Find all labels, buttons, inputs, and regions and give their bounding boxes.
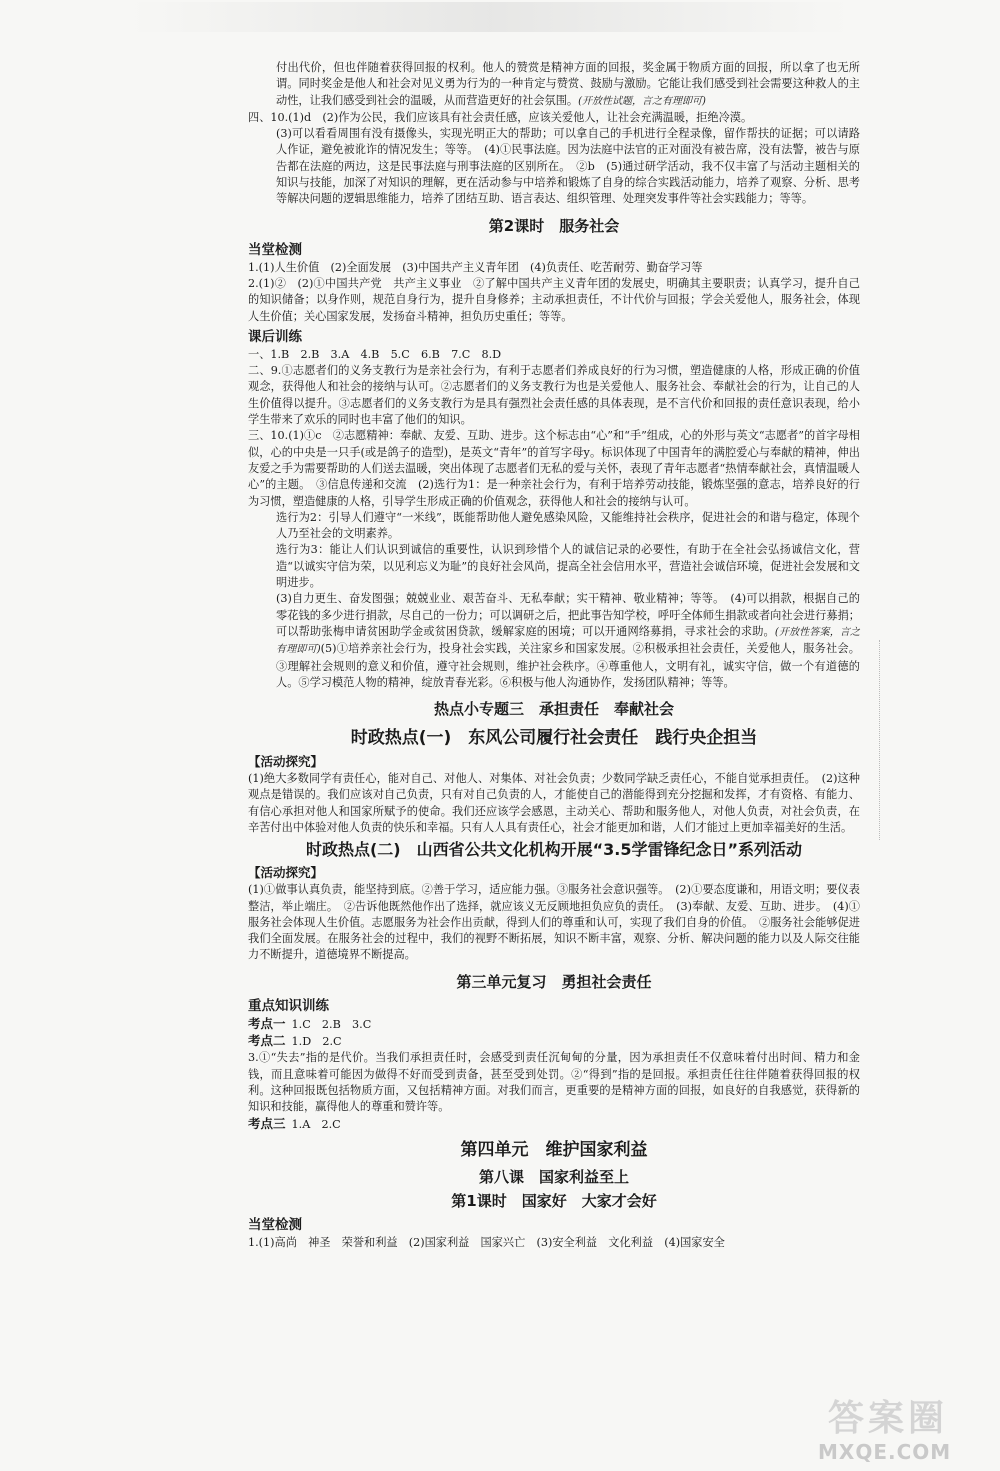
scan-header-noise <box>130 2 850 32</box>
paragraph: 二、9.①志愿者们的义务支教行为是亲社会行为，有利于志愿者们养成良好的行为习惯，塑造健康的人格，形成正确的价值观念，获得他人和社会的接纳与认可。②志愿者们的义务支教行为也是关爱他人、服务社会、奉献社会的行为，让自己的人生价值得以提升。③志愿者们的义务支教行为是具有强烈社会责任感的具体表现，是不言代价和回报的责任意识表现，给小学生带来了欢乐的同时也丰富了他们的知识。 <box>248 364 860 427</box>
unit-title: 第四单元 维护国家利益 <box>460 1139 648 1160</box>
watermark-url: MXQE.COM <box>818 1440 952 1464</box>
watermark <box>780 1390 990 1470</box>
key-point-row <box>248 1033 860 1050</box>
section-heading: 重点知识训练 <box>248 997 329 1014</box>
hot-topic-title: 时政热点(一) 东风公司履行社会责任 践行央企担当 <box>350 728 758 749</box>
lesson-title: 第八课 国家利益至上 <box>478 1167 629 1186</box>
watermark-logo: 答案圈 <box>828 1398 949 1439</box>
paragraph: 付出代价，但也伴随着获得回报的权利。他人的赞赏是精神方面的回报，奖金属于物质方面的回报，所以拿了也无所谓。同时奖金是他人和社会对见义勇为行为的一种肯定与赞赏、鼓励与激励。它能让我们感受到社会需要这种救人的主动性，让我们感受到社会的温暖，从而营造更好的社会氛围。(开放性试题，言之有理即可) <box>276 61 860 107</box>
key-point-answers: 1.C 2.B 3.C <box>291 1017 372 1031</box>
key-point-answers: 1.A 2.C <box>291 1117 341 1131</box>
section-heading: 当堂检测 <box>248 241 302 258</box>
key-point-label: 考点三 <box>248 1115 286 1131</box>
page-edge-mark <box>871 640 880 840</box>
answer-key-line: 一、1.B 2.B 3.A 4.B 5.C 6.B 7.C 8.D <box>248 347 502 361</box>
activity-heading: 【活动探究】 <box>248 754 324 770</box>
paragraph: 选行为3：能让人们认识到诚信的重要性，认识到珍惜个人的诚信记录的必要性，有助于在全社会弘扬诚信文化，营造“以诚实守信为荣，以见利忘义为耻”的良好社会风尚，提高全社会信用水平，营造社会诚信环境，促进社会发展和文明进步。 <box>276 543 860 590</box>
hot-topic-title: 时政热点(二) 山西省公共文化机构开展“3.5学雷锋纪念日”系列活动 <box>305 840 802 860</box>
unit-review-title: 第三单元复习 勇担社会责任 <box>456 972 652 991</box>
key-point-label: 考点二 <box>248 1033 286 1049</box>
paragraph: 2.(1)② (2)①中国共产党 共产主义事业 ②了解中国共产主义青年团的发展史，明确其主要职责；认真学习，提升自己的知识储备；以身作则，规范自身行为，提升自身修养；主动承担责任，不计代价与回报；学会关爱他人，服务社会，体现人生价值；关心国家发展，发扬奋斗精神，担负历史重任；等等。 <box>248 276 860 323</box>
key-point-row <box>248 1116 860 1133</box>
key-point-row <box>248 1016 860 1033</box>
paragraph: 选行为2：引导人们遵守“一米线”，既能帮助他人避免感染风险，又能维持社会秩序，促进社会的和谐与稳定，体现个人乃至社会的文明素养。 <box>276 510 860 541</box>
lesson-subtitle: 第1课时 国家好 大家才会好 <box>451 1191 657 1210</box>
open-answer-note: (开放性答案，言之有理即可) <box>276 626 860 656</box>
paragraph: (1)①做事认真负责，能坚持到底。②善于学习，适应能力强。③服务社会意识强等。 (2)①要态度谦和，用语文明；要仪表整洁，举止端庄。 ②告诉他既然他作出了选择，就应该义无反顾地担负应负的责任。 (3)奉献、友爱、互助、进步。 (4)①服务社会体现人生价值。志愿服务为社会作出贡献，得到人们的尊重和认可，实现了我们自身的价值。 ②服务社会能够促进我们全面发展。在服务社会的过程中，我们的视野不断拓展，知识不断丰富，观察、分析、解决问题的能力以及人际交往能力不断提升，道德境界不断提高。 <box>248 883 860 962</box>
paragraph: 1.(1)人生价值 (2)全面发展 (3)中国共产主义青年团 (4)负责任、吃苦耐劳、勤奋学习等 <box>248 260 703 274</box>
paragraph: 3.①“失去”指的是代价。当我们承担责任时，会感受到责任沉甸甸的分量，因为承担责任不仅意味着付出时间、精力和金钱，而且意味着可能因为做得不好而受到责备，甚至受到处罚。②“得到”指的是回报。承担责任往往伴随着获得回报的权利。这种回报既包括物质方面，又包括精神方面。对我们而言，更重要的是精神方面的回报，如良好的自我感觉，获得新的知识和技能，赢得他人的尊重和赞许等。 <box>248 1051 860 1114</box>
answer-page <box>248 60 860 1390</box>
lesson-title: 第2课时 服务社会 <box>488 216 620 235</box>
paragraph: 四、10.(1)d (2)作为公民，我们应该具有社会责任感，应该关爱他人，让社会充满温暖，拒绝冷漠。 <box>248 110 753 124</box>
key-point-answers: 1.D 2.C <box>291 1035 342 1049</box>
open-answer-note: (开放性试题，言之有理即可) <box>578 95 706 107</box>
paragraph: (3)可以看看周围有没有摄像头，实现光明正大的帮助；可以拿自己的手机进行全程录像，留作帮扶的证据；可以请路人作证，避免被讹诈的情况发生；等等。 (4)①民事法庭。因为法庭中法官的正对面没有被告席，没有法警，被告与原告都在法庭的两边，这是民事法庭与刑事法庭的区别所在。 ②b (5)通过研学活动，我不仅丰富了与活动主题相关的知识与技能，加深了对知识的理解，更在活动参与中培养和锻炼了自身的综合实践活动能力，培养了观察、分析、思考等解决问题的逻辑思维能力，培养了团结互助、语言表达、组织管理、处理突发事件等社会实践能力；等等。 <box>276 127 860 206</box>
key-point-label: 考点一 <box>248 1015 286 1031</box>
paragraph: 三、10.(1)①c ②志愿精神：奉献、友爱、互助、进步。这个标志由“心”和“手”组成，心的外形与英文“志愿者”的首字母相似，心的中央是一只手(或是鸽子的造型)，是英文“青年”的首写字母y。标识体现了中国青年的满腔爱心与奉献的精神，伸出友爱之手为需要帮助的人们送去温暖，突出体现了志愿者们无私的爱与关怀，表现了青年志愿者“热情奉献社会，真情温暖人心”的主题。 ③信息传递和交流 (2)选行为1：是一种亲社会行为，有利于培养劳动技能，锻炼坚强的意志，培养良好的行为习惯，塑造健康的人格，引导学生形成正确的价值观念，获得他人和社会的接纳与认可。 <box>248 429 860 508</box>
section-heading: 当堂检测 <box>248 1216 302 1233</box>
paragraph: (1)绝大多数同学有责任心，能对自己、对他人、对集体、对社会负责；少数同学缺乏责任心，不能自觉承担责任。 (2)这种观点是错误的。我们应该对自己负责，只有对自己负责的人，才能使自己的潜能得到充分挖掘和发挥，才有资格、有能力、有信心承担对他人和国家所赋予的使命。我们还应该学会感恩，主动关心、帮助和服务他人，对他人负责，对社会负责，在辛苦付出中体验对他人负责的快乐和幸福。只有人人具有责任心，社会才能更加和谐，人们才能过上更加幸福美好的生活。 <box>248 772 860 834</box>
paragraph: 1.(1)高尚 神圣 荣誉和利益 (2)国家利益 国家兴亡 (3)安全利益 文化利益 (4)国家安全 <box>248 1235 725 1249</box>
section-heading: 课后训练 <box>248 328 302 345</box>
activity-heading: 【活动探究】 <box>248 865 324 881</box>
topic-title: 热点小专题三 承担责任 奉献社会 <box>433 700 674 719</box>
paragraph: (3)自力更生、奋发图强；兢兢业业、艰苦奋斗、无私奉献；实干精神、敬业精神；等等。 (4)可以捐款，根据自己的零花钱的多少进行捐款，尽自己的一份力；可以调研之后，把此事告知学校，呼吁全体师生捐款或者向社会进行募捐；可以帮助张梅申请贫困助学金或贫困贷款，缓解家庭的困境；可以开通网络募捐，寻求社会的求助。(开放性答案，言之有理即可)(5)①培养亲社会行为，投身社会实践，关注家乡和国家发展。②积极承担社会责任，关爱他人，服务社会。③理解社会规则的意义和价值，遵守社会规则，维护社会秩序。④尊重他人，文明有礼，诚实守信，做一个有道德的人。⑤学习模范人物的精神，绽放青春光彩。⑥积极与他人沟通协作，发扬团队精神；等等。 <box>276 592 860 689</box>
